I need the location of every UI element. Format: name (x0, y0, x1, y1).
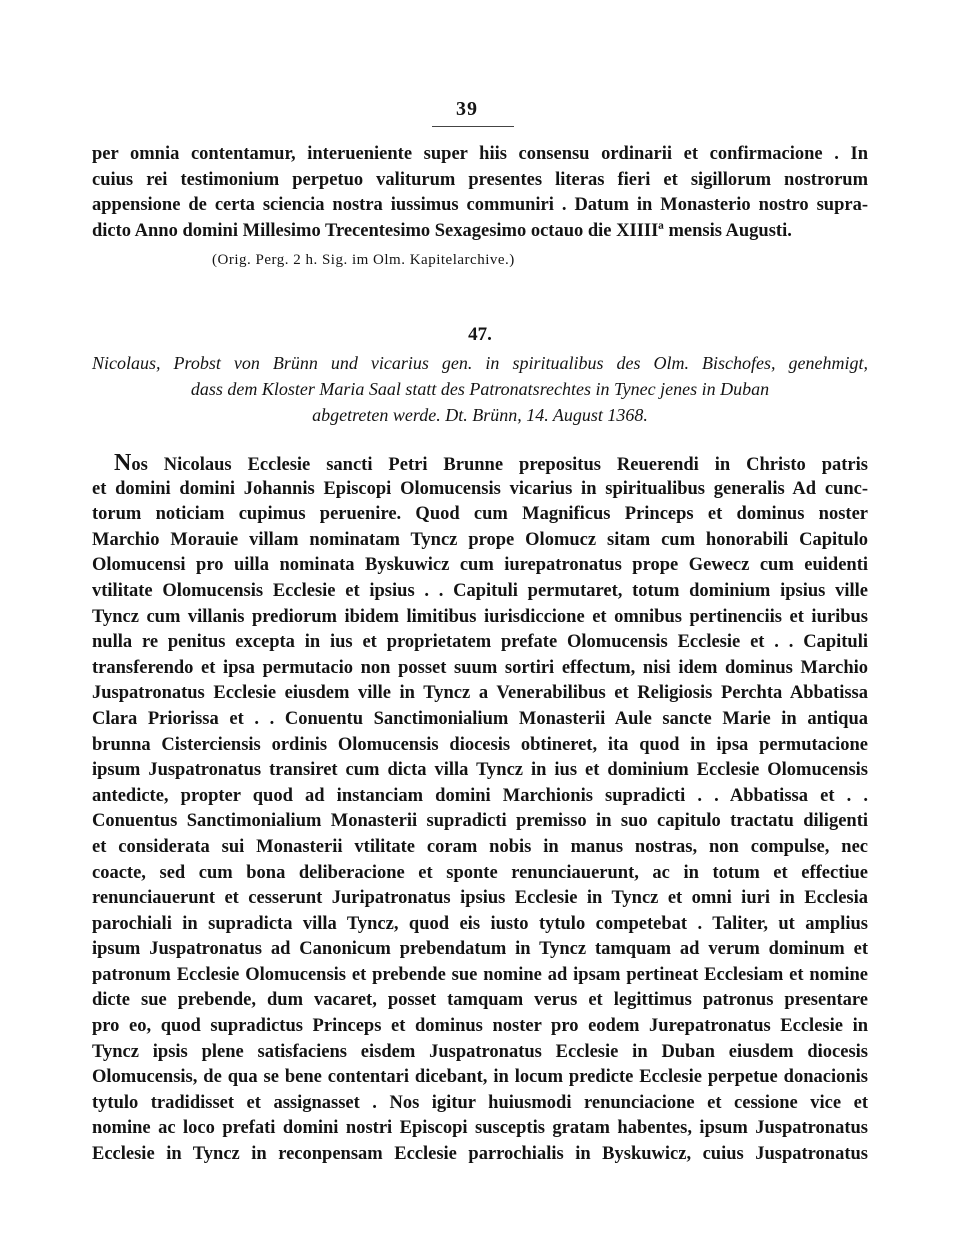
text-line: tytulo tradidisset et assignasset . Nos igitur huiusmodi renunciacione et cessione vice et (92, 1092, 868, 1113)
text-line: patronum Ecclesie Olomucensis et prebende sue nomine ad ipsam pertineat Ecclesiam et nomine (92, 964, 868, 985)
text-line: Olomucensi pro uilla nominata Byskuwicz cum iurepatronatus prope Gewecz cum euidenti (92, 555, 868, 576)
first-line-text: os Nicolaus Ecclesie sancti Petri Brunne prepositus Reuerendi in Christo patris (131, 455, 868, 475)
text-line: cuius rei testimonium perpetuo valiturum presentes literas fieri et sigillorum nostrorum (92, 169, 868, 190)
summary-line: dass dem Kloster Maria Saal statt des Patronatsrechtes in Tynec jenes in Duban (190, 379, 770, 399)
text-line: torum noticiam cupimus peruenire. Quod cum Magnificus Princeps et dominus noster (92, 504, 868, 525)
text-line: parochiali in supradicta villa Tyncz, quod eis iusto tytulo competebat . Taliter, ut amplius (92, 913, 868, 934)
previous-document-closing-text (92, 142, 868, 244)
text-line: coacte, sed cum bona deliberacione et sponte renunciauerunt, ac in totum et effectiue (92, 862, 868, 883)
text-line: nulla re penitus excepta in ius et proprietatem prefate Olomucensis Ecclesie et . . Capituli (92, 632, 868, 653)
text-line: Olomucensis, de qua se bene contentari dicebant, in locum predicte Ecclesie perpetue donacionis (92, 1067, 868, 1088)
initial-letter: N (114, 450, 132, 476)
text-line: transferendo et ipsa permutacio non posset suum sortiri effectum, nisi idem dominus Marchio (92, 657, 868, 678)
text-line: nomine ac loco prefati domini nostri Episcopi susceptis gratam habentes, ipsum Juspatronatus (92, 1118, 868, 1139)
text-line: ipsum Juspatronatus transiret cum dicta villa Tyncz in ius et dominium Ecclesie Olomucensis (92, 760, 868, 781)
text-line: Marchio Morauie villam nominatam Tyncz prope Olomucz sitam cum honorabili Capitulo (92, 529, 868, 550)
text-line: ipsum Juspatronatus ad Canonicum prebendatum in Tyncz tamquam ad verum dominum et (92, 939, 868, 960)
text-line: Tyncz cum villanis prediorum ibidem limitibus iurisdiccione et omnibus pertinenciis et iuribus (92, 606, 868, 627)
page-number-rule (432, 126, 514, 127)
text-line: Tyncz ipsis plene satisfaciens eisdem Juspatronatus Ecclesie in Duban eiusdem diocesis (92, 1041, 868, 1062)
summary-line: abgetreten werde. Dt. Brünn, 14. August 1368. (312, 405, 648, 425)
text-line: renunciauerunt et cesserunt Juripatronatus ipsius Ecclesie in Tyncz et omni iuri in Ecclesia (92, 888, 868, 909)
text-line: Clara Priorissa et . . Conuentu Sanctimonialium Monasterii Aule sancte Marie in antiqua (92, 708, 868, 729)
body-first-line (92, 451, 868, 477)
text-line: Conuentus Sanctimonialium Monasterii supradicti premisso in suo capitulo tractatu diligenti (92, 811, 868, 832)
text-line: et domini domini Johannis Episcopi Olomucensis vicarius in spiritualibus generalis Ad cunc- (92, 478, 868, 499)
text-line: antedicte, propter quod ad instanciam domini Marchionis supradicti . . Abbatissa et . . (92, 785, 868, 806)
text-line: Ecclesie in Tyncz in reconpensam Ecclesie parrochialis in Byskuwicz, cuius Juspatronatus (92, 1144, 868, 1165)
page-number: 39 (456, 98, 478, 120)
document-number: 47. (468, 324, 492, 345)
text-line: brunna Cisterciensis ordinis Olomucensis diocesis obtineret, ita quod in ipsa permutacione (92, 734, 868, 755)
document-body-text (92, 451, 868, 1168)
source-note: (Orig. Perg. 2 h. Sig. im Olm. Kapitelarchive.) (212, 252, 515, 268)
text-line: et considerata sui Monasterii vtilitate coram nobis in manus nostras, non compulse, nec (92, 836, 868, 857)
text-line: Juspatronatus Ecclesie eiusdem ville in Tyncz a Venerabilibus et Religiosis Perchta Abbatissa (92, 683, 868, 704)
text-line: pro eo, quod supradictus Princeps et dominus noster pro eodem Jurepatronatus Ecclesie in (92, 1016, 868, 1037)
document-summary (92, 350, 868, 428)
text-line: vtilitate Olomucensis Ecclesie et ipsius . . Capituli permutaret, totum dominium ipsius ville (92, 580, 868, 601)
text-line: appensione de certa sciencia nostra iussimus communiri . Datum in Monasterio nostro supra- (92, 195, 868, 216)
summary-line: Nicolaus, Probst von Brünn und vicarius gen. in spiritualibus des Olm. Bischofes, genehmigt, (92, 353, 868, 373)
text-line: per omnia contentamur, interueniente super hiis consensu ordinarii et confirmacione . In (92, 144, 868, 164)
text-line: dicte sue prebende, dum vacaret, posset tamquam verus et legittimus patronus presentare (92, 990, 868, 1011)
text-line: dicto Anno domini Millesimo Trecentesimo Sexagesimo octauo die XIIIIª mensis Augusti. (92, 220, 792, 241)
